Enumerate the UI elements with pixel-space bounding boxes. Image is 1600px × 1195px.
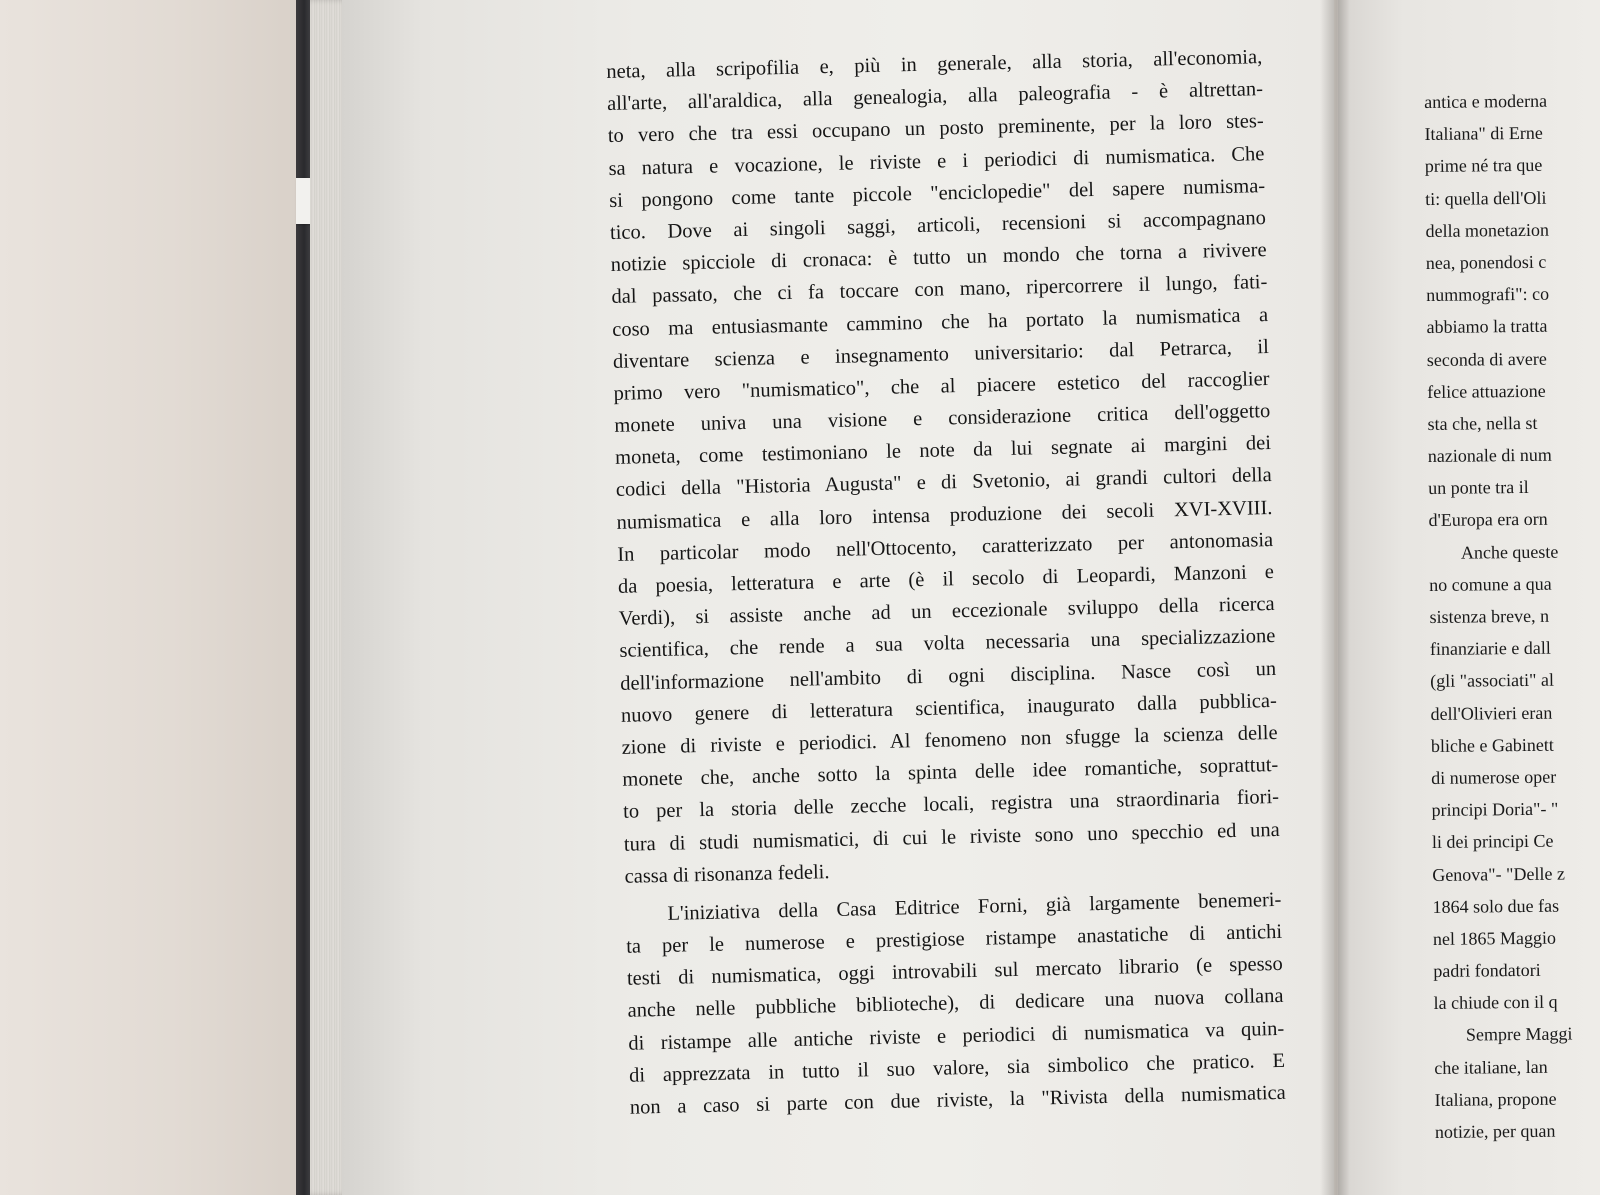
paragraph-start-line: Anche queste: [1460, 541, 1559, 563]
text-line: abbiamo la tratta: [1426, 316, 1548, 338]
text-line: li dei principi Ce: [1431, 830, 1554, 853]
text-line: che italiane, lan: [1434, 1056, 1548, 1078]
text-line: anche nelle pubbliche biblioteche), di dedicare una nuova collana: [627, 985, 1284, 1023]
text-line: Italiana, propone: [1434, 1088, 1557, 1110]
text-line: non a caso si parte con due riviste, la "Rivista della numismatica: [629, 1081, 1286, 1119]
text-line: di numerose oper: [1431, 766, 1557, 788]
text-line: diventare scienza e insegnamento universitario: dal Petrarca, il: [612, 335, 1270, 373]
text-line: coso ma entusiasmante cammino che ha portato la numismatica a: [611, 303, 1269, 341]
text-line: ti: quella dell'Oli: [1425, 187, 1547, 209]
text-line: dal passato, che ci fa toccare con mano, ripercorrere il lungo, fati-: [611, 271, 1268, 309]
text-line: di apprezzata in tutto il suo valore, sia simbolico che pratico. E: [628, 1049, 1286, 1087]
text-line: zione di riviste e periodici. Al fenomeno non sfugge la scienza delle: [621, 721, 1278, 759]
paragraph-start-line: L'iniziativa della Casa Editrice Forni, già largamente benemeri-: [667, 888, 1282, 925]
text-line: monete univa una visione e considerazione critica dell'oggetto: [614, 400, 1271, 437]
text-line: to per la storia delle zecche locali, registra una straordinaria fiori-: [622, 786, 1280, 824]
text-line: ta per le numerose e prestigiose ristampe anastatiche di antichi: [625, 920, 1283, 958]
text-line: dell'informazione nell'ambito di ogni disciplina. Nasce così un: [619, 657, 1277, 695]
text-line: nea, ponendosi c: [1425, 251, 1547, 273]
text-line: testi di numismatica, oggi introvabili sul mercato librario (e spesso: [626, 953, 1284, 991]
text-line: sistenza breve, n: [1429, 605, 1550, 627]
text-line: neta, alla scripofilia e, più in generale, alla storia, all'economia,: [606, 46, 1263, 83]
text-line: Verdi), si assiste anche ad un eccezionale sviluppo della ricerca: [618, 593, 1275, 631]
text-line: tura di studi numismatici, di cui le riviste sono uno specchio ed una: [623, 818, 1280, 856]
right-page-text: [1424, 83, 1600, 1148]
text-line: sta che, nella st: [1427, 412, 1538, 434]
text-line: notizie, per quan: [1434, 1120, 1556, 1142]
text-line: dell'Olivieri eran: [1430, 702, 1553, 724]
text-line: Genova"- "Delle z: [1432, 863, 1565, 885]
text-line: felice attuazione: [1427, 380, 1546, 402]
paragraph-end-line: cassa di risonanza fedeli.: [624, 860, 830, 888]
left-page-text: [606, 41, 1286, 1124]
text-line: nummografi": co: [1426, 283, 1550, 306]
text-line: prime né tra que: [1424, 155, 1543, 177]
text-line: seconda di avere: [1426, 348, 1547, 370]
text-line: scientifica, che rende a sua volta necessaria una specializzazione: [619, 625, 1276, 663]
text-line: to vero che tra essi occupano un posto preminente, per la loro stes-: [607, 110, 1264, 148]
text-line: la chiude con il q: [1433, 991, 1558, 1014]
text-line: da poesia, letteratura e arte (è il secolo di Leopardi, Manzoni e: [617, 560, 1275, 598]
text-line: moneta, come testimoniano le note da lui segnate ai margini dei: [614, 432, 1272, 470]
text-line: 1864 solo due fas: [1432, 895, 1560, 917]
text-line: numismatica e alla loro intensa produzione dei secoli XVI-XVIII.: [616, 496, 1273, 534]
text-line: principi Doria"- ": [1431, 798, 1559, 821]
text-line: finanziarie e dall: [1429, 637, 1551, 660]
text-line: bliche e Gabinett: [1430, 734, 1554, 756]
text-line: Italiana" di Erne: [1424, 122, 1543, 145]
text-line: un ponte tra il: [1428, 477, 1529, 499]
text-line: si pongono come tante piccole "enciclopedie" del sapere numisma-: [609, 174, 1266, 212]
text-line: padri fondatori: [1433, 959, 1541, 982]
text-line: codici della "Historia Augusta" e di Svetonio, ai grandi cultori della: [615, 464, 1272, 502]
book-gutter: [1320, 0, 1350, 1195]
text-line: di ristampe alle antiche riviste e periodici di numismatica va quin-: [628, 1017, 1285, 1055]
text-line: sa natura e vocazione, le riviste e i periodici di numismatica. Che: [608, 142, 1265, 180]
text-line: d'Europa era orn: [1428, 509, 1548, 531]
text-line: In particolar modo nell'Ottocento, caratterizzato per antonomasia: [617, 528, 1274, 566]
text-line: nuovo genere di letteratura scientifica, inaugurato dalla pubblica-: [620, 689, 1278, 727]
text-line: all'arte, all'araldica, alla genealogia, alla paleografia - è altrettan-: [606, 78, 1264, 116]
text-line: (gli "associati" al: [1430, 670, 1555, 692]
text-line: della monetazion: [1425, 219, 1550, 241]
text-line: monete che, anche sotto la spinta delle idee romantiche, soprattut-: [622, 754, 1279, 791]
paragraph-start-line: Sempre Maggi: [1465, 1023, 1573, 1046]
text-line: notizie spicciole di cronaca: è tutto un mondo che torna a rivivere: [610, 239, 1267, 277]
text-line: antica e moderna: [1424, 90, 1548, 112]
text-line: nazionale di num: [1427, 444, 1552, 467]
text-line: tico. Dove ai singoli saggi, articoli, recensioni si accompagnano: [609, 207, 1267, 244]
text-line: no comune a qua: [1429, 573, 1552, 595]
text-line: primo vero "numismatico", che al piacere estetico del raccoglier: [613, 367, 1270, 405]
text-line: nel 1865 Maggio: [1432, 927, 1557, 949]
background-wall: [0, 0, 310, 1195]
